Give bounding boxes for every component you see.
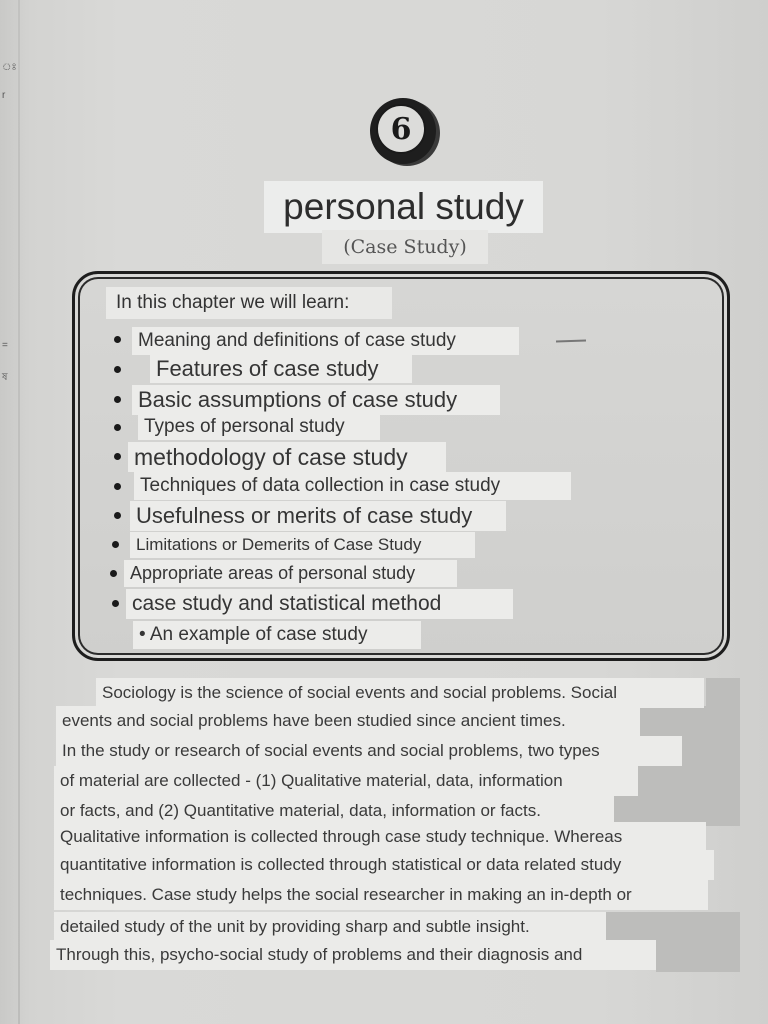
bullet-icon xyxy=(114,396,121,403)
objective-item: Appropriate areas of personal study xyxy=(124,560,457,587)
bullet-icon xyxy=(114,336,121,343)
objective-item: methodology of case study xyxy=(128,442,446,472)
objective-item: Features of case study xyxy=(150,355,412,383)
margin-mark: ষ xyxy=(2,372,8,383)
bullet-icon xyxy=(114,453,121,460)
highlight-strip xyxy=(656,940,740,972)
paragraph-line: of material are collected - (1) Qualitative material, data, information xyxy=(54,766,638,796)
chapter-number: 6 xyxy=(376,104,426,154)
paragraph-line: events and social problems have been studied since ancient times. xyxy=(56,706,640,736)
objective-item: Limitations or Demerits of Case Study xyxy=(130,532,475,558)
chapter-subtitle: (Case Study) xyxy=(322,230,488,264)
paragraph-line: Through this, psycho-social study of problems and their diagnosis and xyxy=(50,940,656,970)
paragraph-line: techniques. Case study helps the social researcher in making an in-depth or xyxy=(54,880,708,910)
highlight-strip xyxy=(638,766,740,796)
objective-item: Types of personal study xyxy=(138,414,380,440)
learning-objectives-heading: In this chapter we will learn: xyxy=(106,287,392,319)
margin-mark: ঃ xyxy=(2,62,17,73)
paragraph-line: Qualitative information is collected through case study technique. Whereas xyxy=(54,822,706,852)
bullet-icon xyxy=(114,424,121,431)
page-spine-edge xyxy=(18,0,20,1024)
highlight-strip xyxy=(606,912,740,942)
bullet-icon xyxy=(112,600,119,607)
objective-item: Meaning and definitions of case study xyxy=(132,327,519,355)
bullet-icon xyxy=(114,366,121,373)
bullet-icon xyxy=(114,483,121,490)
objective-item: Basic assumptions of case study xyxy=(132,385,500,415)
bullet-icon xyxy=(112,541,119,548)
highlight-strip xyxy=(640,706,740,736)
paragraph-line: In the study or research of social events and social problems, two types xyxy=(56,736,682,766)
paragraph-line: detailed study of the unit by providing sharp and subtle insight. xyxy=(54,912,606,942)
highlight-strip xyxy=(706,678,740,708)
paragraph-line: or facts, and (2) Quantitative material, data, information or facts. xyxy=(54,796,614,826)
margin-mark: = xyxy=(2,340,8,351)
objective-item: • An example of case study xyxy=(133,621,421,649)
highlight-strip xyxy=(682,736,740,766)
objective-item: Usefulness or merits of case study xyxy=(130,501,506,531)
chapter-number-badge xyxy=(370,98,436,164)
chapter-title: personal study xyxy=(264,181,543,233)
paragraph-line: Sociology is the science of social events and social problems. Social xyxy=(96,678,704,708)
margin-mark: r xyxy=(2,90,6,101)
objective-item: case study and statistical method xyxy=(126,589,513,619)
paragraph-line: quantitative information is collected through statistical or data related study xyxy=(54,850,714,880)
bullet-icon xyxy=(114,512,121,519)
objective-item: Techniques of data collection in case study xyxy=(134,472,571,500)
bullet-icon xyxy=(110,570,117,577)
